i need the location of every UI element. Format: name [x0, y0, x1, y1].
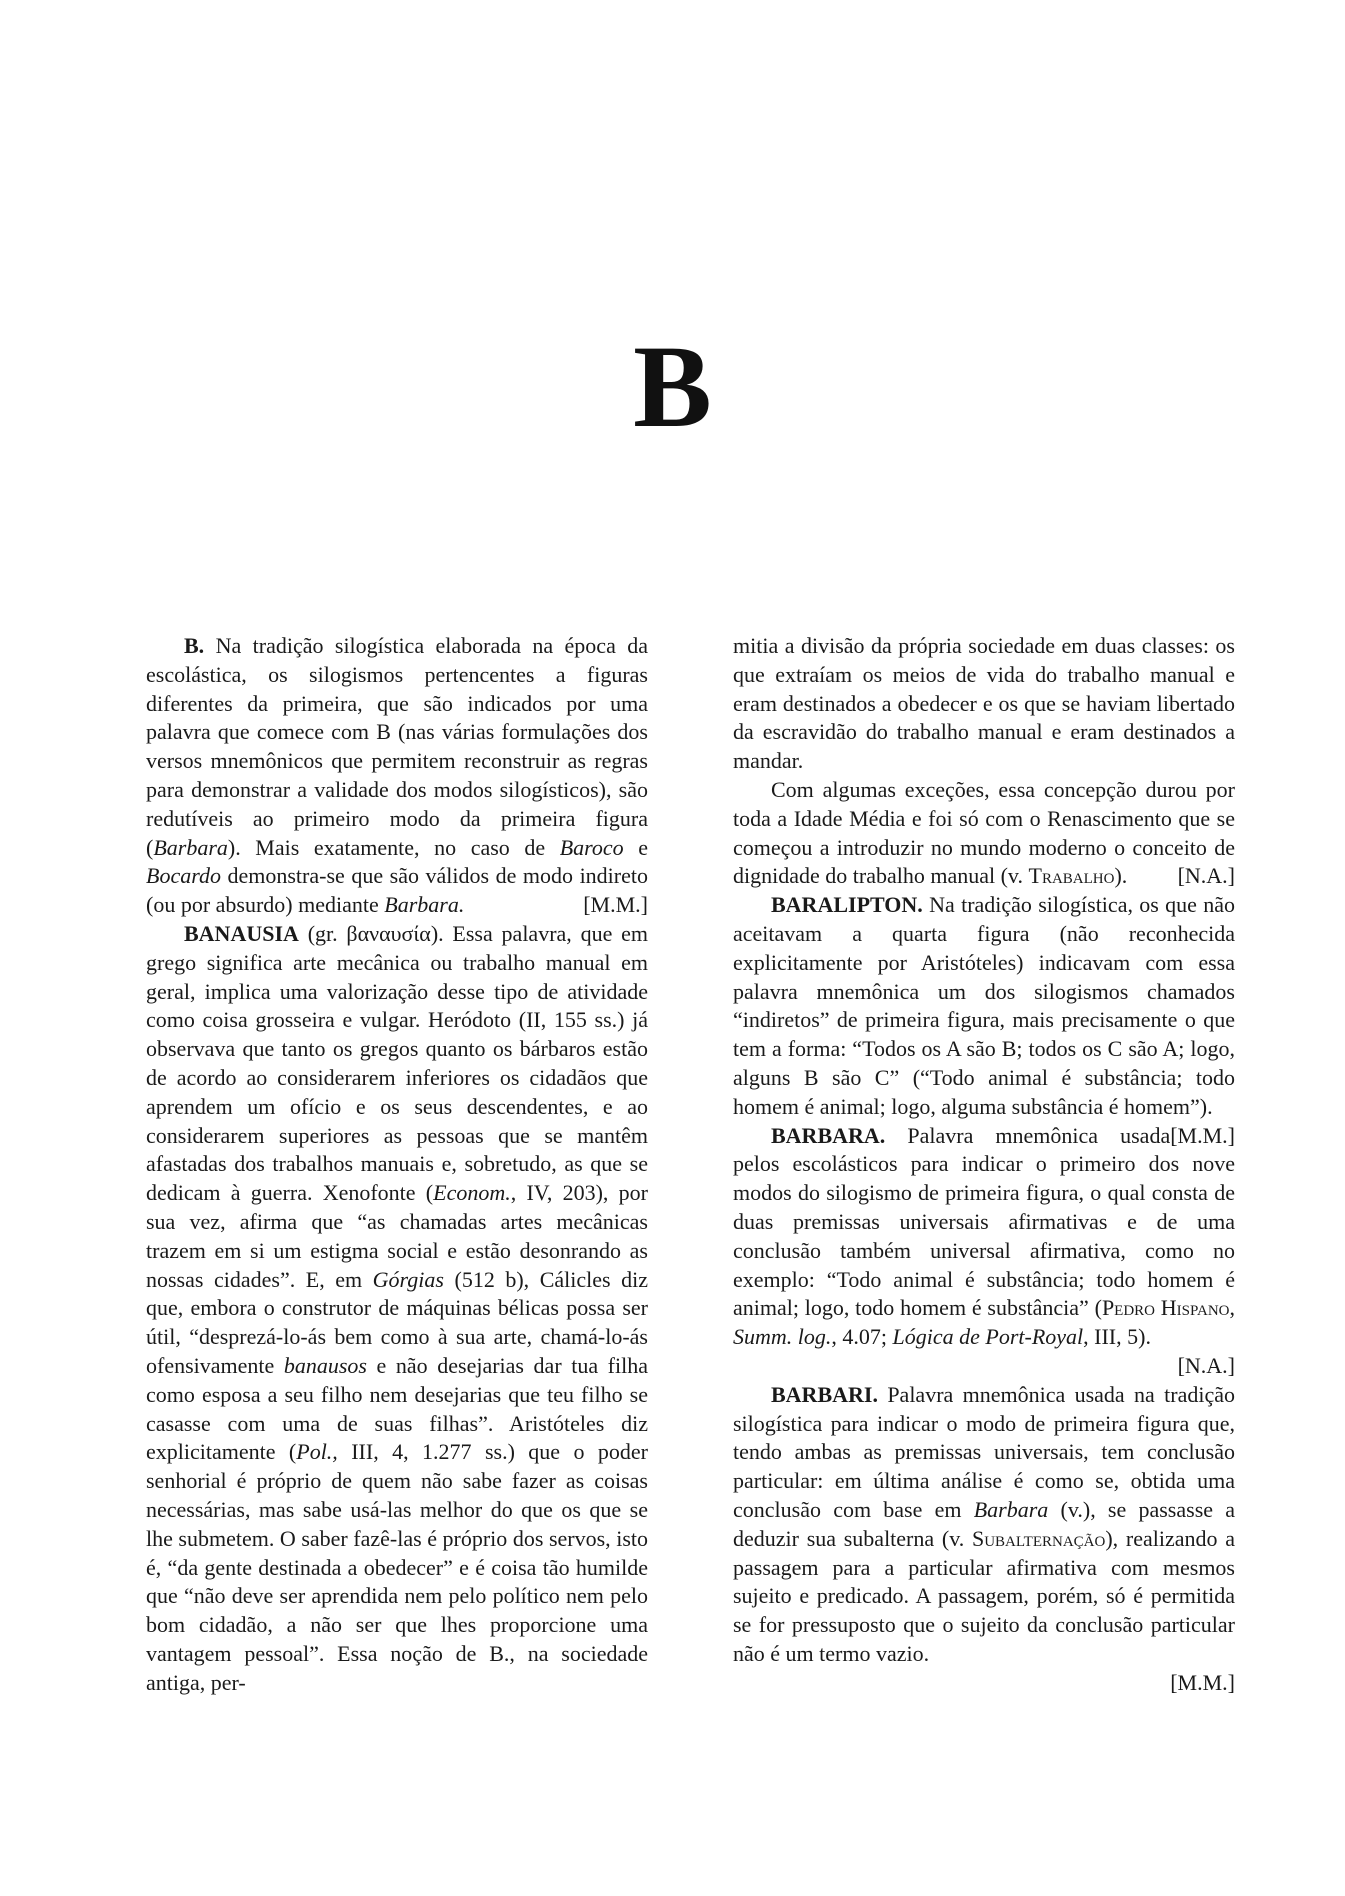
- entry-italic: Econom.: [433, 1180, 511, 1206]
- entry-text: ,: [1229, 1295, 1235, 1321]
- right-column: [733, 632, 1235, 1697]
- entry-text: Na tradição silogística elaborada na época da escolástica, os silogismos pertencentes a figuras diferentes da primeira, que são indicados por uma palavra que comece com B (nas várias formulações dos versos mnemônicos que permitem reconstruir as regras para demonstrar a validade dos modos silogísticos), são redutíveis ao primeiro modo da primeira figura (: [146, 633, 648, 860]
- author-signature: [N.A.]: [1177, 863, 1235, 889]
- entry-italic: Pol.,: [296, 1439, 338, 1465]
- author-signature: [M.M.]: [1170, 1122, 1235, 1148]
- cross-reference: Subalternação: [971, 1525, 1106, 1551]
- left-column: [146, 632, 648, 1697]
- entry-banausia: [146, 920, 648, 1698]
- entry-text: Com algumas exceções, essa concepção durou por toda a Idade Média e foi só com o Renascimento que se começou a introduzir no mundo moderno o conceito de dignidade do trabalho manual (v.: [733, 776, 1235, 889]
- entry-banausia-continued: [733, 632, 1235, 776]
- headword: BARBARA.: [771, 1122, 886, 1148]
- entry-text: , IV, 203), por sua vez, afirma que “as chamadas artes mecânicas trazem em si um estigma social e estão desonrando as nossas cidades”. E, em: [146, 1180, 649, 1292]
- author-signature: [M.M.]: [1170, 1669, 1235, 1695]
- entry-barbara: [733, 1122, 1235, 1352]
- headword: BARBARI.: [771, 1381, 878, 1407]
- entry-italic: Baroco: [559, 834, 624, 860]
- entry-italic: banausos: [283, 1352, 367, 1378]
- entry-barbari: [733, 1381, 1235, 1669]
- entry-text: mitia a divisão da própria sociedade em duas classes: os que extraíam os meios de vida do trabalho manual e eram destinados a obedecer e os que se haviam libertado da escravidão do trabalho manual e eram destinados a mandar.: [733, 633, 1235, 774]
- entry-text: ).: [1114, 863, 1128, 889]
- text-columns: [146, 632, 1235, 1697]
- entry-text: Palavra mnemônica usada pelos escolásticos para indicar o primeiro dos nove modos do silogismo de primeira figura, o qual consta de duas premissas universais afirmativas e de uma conclusão também universal afirmativa, como no exemplo: “Todo animal é substância; todo homem é animal; logo, todo homem é substância” (: [733, 1122, 1235, 1321]
- entry-text: (512 b), Cálicles diz que, embora o construtor de máquinas bélicas possa ser útil, “desprezá-lo-ás bem como à sua arte, chamá-lo-ás ofensivamente: [146, 1266, 648, 1378]
- cross-reference: Pedro Hispano: [1101, 1295, 1230, 1321]
- entry-italic: Barbara: [153, 834, 228, 860]
- entry-text: Na tradição silogística, os que não aceitavam a quarta figura (não reconhecida explicitamente por Aristóteles) indicavam com essa palavra mnemônica um dos silogismos chamados “indiretos” de primeira figura, mais precisamente o que tem a forma: “Todos os A são B; todos os C são A; logo, alguns B são C” (“Todo animal é substância; todo homem é animal; logo, alguma substância é homem”).: [733, 892, 1235, 1119]
- author-signature: [M.M.]: [583, 892, 648, 918]
- entry-text: ). Mais exatamente, no caso de: [227, 834, 560, 860]
- entry-text: e: [623, 834, 648, 860]
- entry-text: , 4.07;: [831, 1324, 893, 1350]
- entry-italic: Lógica de Port-Royal: [892, 1324, 1084, 1350]
- entry-text: (gr. βαναυσία). Essa palavra, que em grego significa arte mecânica ou trabalho manual em geral, implica uma valorização desse tipo de atividade como coisa grosseira e vulgar. Heródoto (II, 155 ss.) já observava que tanto os gregos quanto os bárbaros estão de acordo ao considerarem inferiores os cidadãos que aprendem um ofício e os seus descendentes, e ao considerarem superiores as pessoas que se mantêm afastadas dos trabalhos manuais e, sobretudo, as que se dedicam à guerra. Xenofonte (: [146, 920, 648, 1206]
- cross-reference: Trabalho: [1028, 863, 1115, 889]
- author-signature: [N.A.]: [1177, 1352, 1235, 1378]
- entry-italic: Barbara.: [384, 892, 465, 918]
- entry-text: III, 4, 1.277 ss.) que o poder senhorial é próprio de quem não sabe fazer as coisas necessárias, mas sabe usá-las melhor do que os que se lhe submetem. O saber fazê-las é próprio dos servos, isto é, “da gente destinada a obedecer” e é coisa tão humilde que “não deve ser aprendida nem pelo político nem pelo bom cidadão, a não ser que lhes proporcione uma vantagem pessoal”. Essa noção de B., na sociedade antiga, per-: [146, 1439, 648, 1695]
- entry-text: , III, 5).: [1083, 1324, 1151, 1350]
- entry-italic: Górgias: [372, 1266, 444, 1292]
- entry-text: demonstra-se que são válidos de modo indireto (ou por absurdo) mediante: [146, 863, 648, 918]
- section-letter: B: [633, 321, 712, 452]
- entry-italic: Barbara: [973, 1496, 1049, 1522]
- entry-b: [146, 632, 648, 920]
- entry-text: Palavra mnemônica usada na tradição silogística para indicar o modo de primeira figura que, tendo ambas as premissas universais, tem conclusão particular: em última análise é como se, obtida uma conclusão com base em: [733, 1381, 1235, 1522]
- entry-text: e não desejarias dar tua filha como esposa a seu filho nem desejarias que teu filho se casasse com uma de suas filhas”. Aristóteles diz explicitamente (: [146, 1352, 648, 1465]
- headword: BANAUSIA: [184, 920, 299, 946]
- entry-italic: Bocardo: [146, 863, 221, 889]
- entry-italic: Summ. log.: [733, 1324, 832, 1350]
- entry-banausia-paragraph: [733, 776, 1235, 891]
- entry-text: (v.), se passasse a deduzir sua subalterna (v.: [733, 1496, 1236, 1551]
- entry-text: ), realizando a passagem para a particular afirmativa com mesmos sujeito e predicado. A passagem, porém, só é permitida se for pressuposto que o sujeito da conclusão particular não é um termo vazio.: [733, 1525, 1235, 1666]
- headword: BARALIPTON.: [771, 892, 923, 918]
- headword: B.: [184, 633, 205, 658]
